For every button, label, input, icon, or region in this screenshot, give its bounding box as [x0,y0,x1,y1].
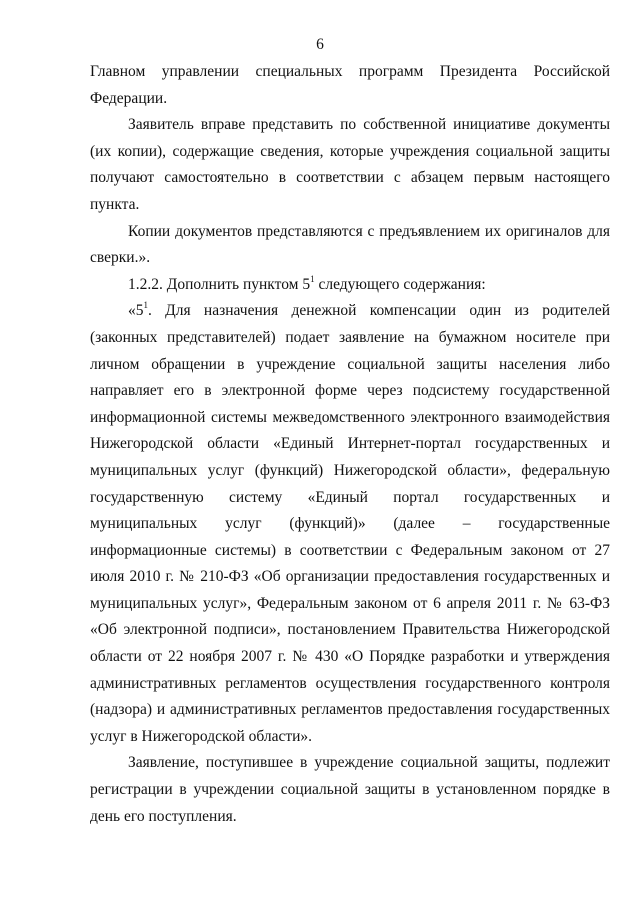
point-5-1-text-before: «5 [128,302,144,320]
paragraph-document-copies: Копии документов представляются с предъявлением их оригиналов для сверки.». [90,222,610,267]
paragraph-amendment-1-2-2 [90,272,610,299]
amendment-text-before: 1.2.2. Дополнить пунктом 5 [128,275,311,293]
paragraph-applicant-right: Заявитель вправе представить по собственной инициативе документы (их копии), содержащие сведения, которые учреждения социальной защиты получают самостоятельно в соответствии с абзацем первым настоящего пункта. [90,116,610,213]
amendment-text-after: следующего содержания: [314,275,486,293]
document-body [90,59,610,830]
paragraph-point-5-1 [90,298,610,750]
point-5-1-text-after: . Для назначения денежной компенсации один из родителей (законных представителей) подает заявление на бумажном носителе при личном обращении в учреждение социальной защиты населения либо направляет его в электронной форме через подсистему государственной информационной системы межведомственного электронного взаимодействия Нижегородской области «Единый Интернет-портал государственных и муниципальных услуг (функций) Нижегородской области», федеральную государственную систему «Единый портал государственных и муниципальных услуг (функций)» (далее – государственные информационные системы) в соответствии с Федеральным законом от 27 июля 2010 г. № 210-ФЗ «Об организации предоставления государственных и муниципальных услуг», Федеральным законом от 6 апреля 2011 г. № 63-ФЗ «Об электронной подписи», постановлением Правительства Нижегородской области от 22 ноября 2007 г. № 430 «О Порядке разработки и утверждения административных регламентов осуществления государственного контроля (надзора) и административных регламентов предоставления государственных услуг в Нижегородской области». [90,302,610,745]
paragraph-continuation: Главном управлении специальных программ Президента Российской Федерации. [90,63,610,107]
paragraph-registration: Заявление, поступившее в учреждение социальной защиты, подлежит регистрации в учреждении социальной защиты в установленном порядке в день его поступления. [90,754,610,825]
point-5-1-superscript: 1 [143,300,148,311]
amendment-superscript: 1 [310,273,315,284]
page-number: 6 [316,36,324,53]
